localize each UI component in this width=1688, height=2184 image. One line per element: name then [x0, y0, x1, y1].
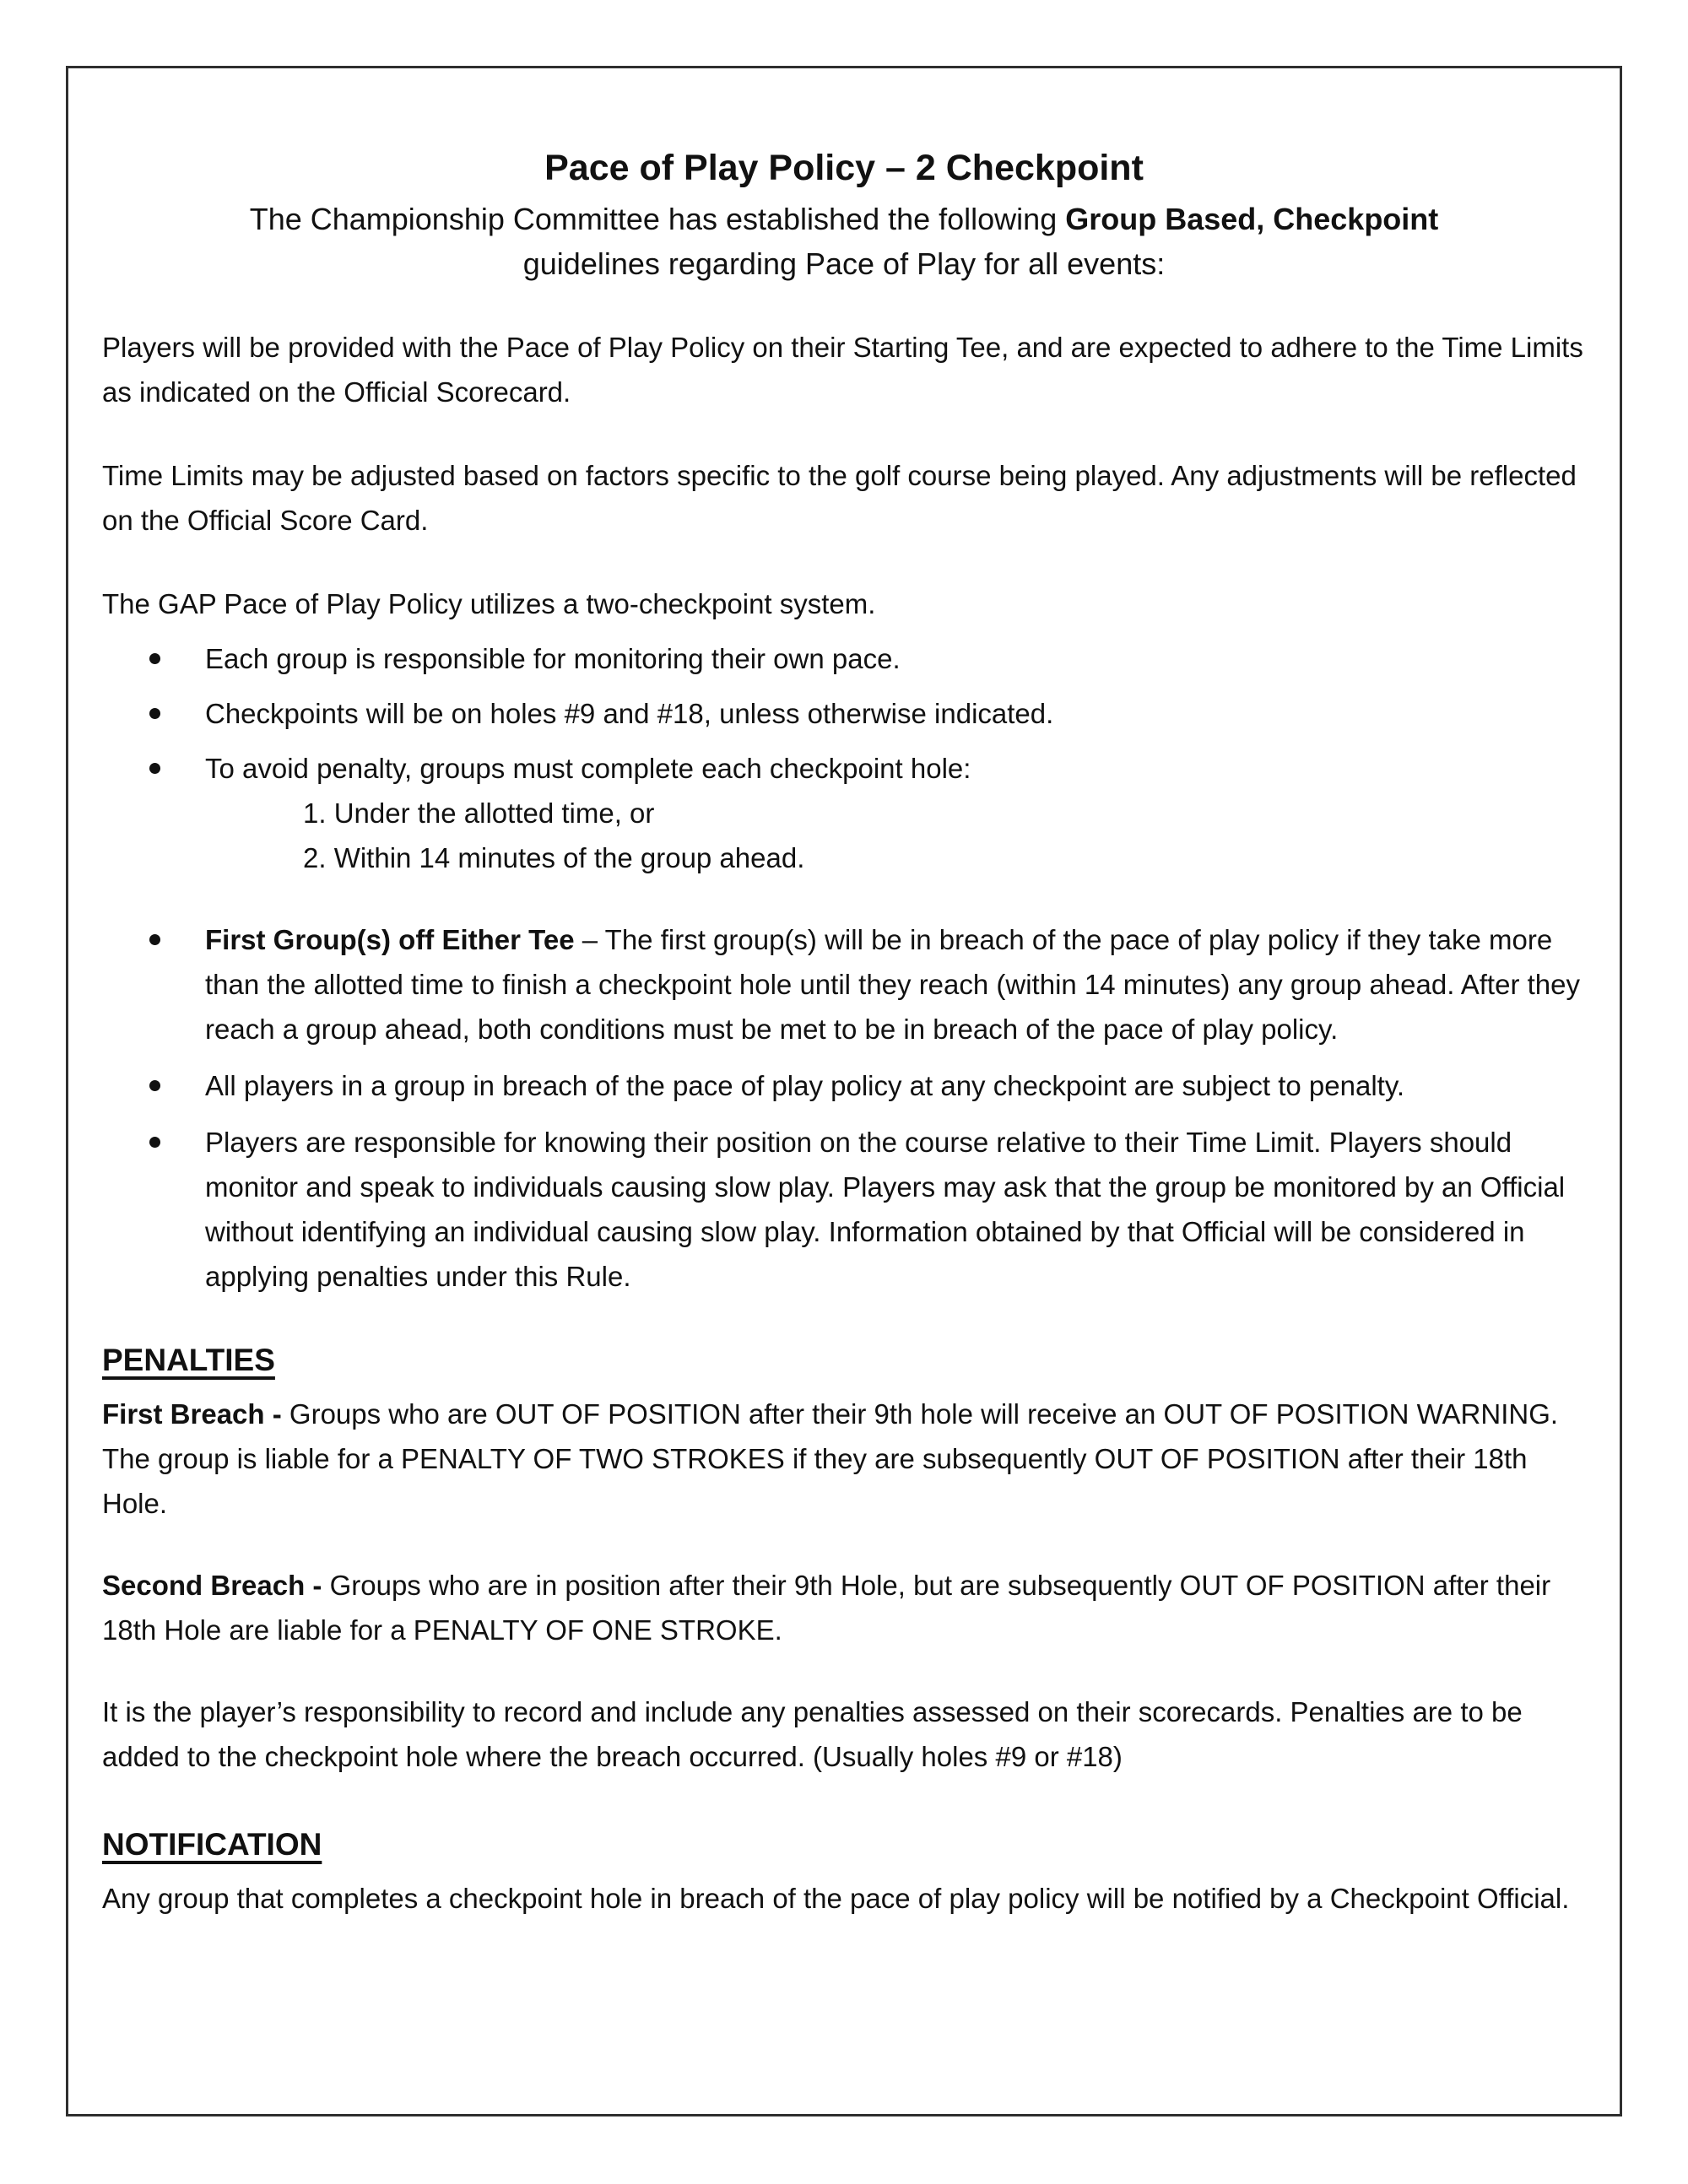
second-breach-label: Second Breach -	[102, 1570, 330, 1601]
subtitle-line-2: guidelines regarding Pace of Play for all events:	[522, 246, 1166, 281]
bullet-avoid-penalty: To avoid penalty, groups must complete each checkpoint hole:	[102, 746, 1586, 791]
notification-heading: NOTIFICATION	[102, 1827, 322, 1862]
subtitle-line-1-bold: Group Based, Checkpoint	[1065, 202, 1439, 236]
bullet-first-groups-lead: First Group(s) off Either Tee	[205, 924, 575, 955]
bullet-first-groups-off-tee	[102, 917, 1586, 1051]
paragraph-two-checkpoint-system: The GAP Pace of Play Policy utilizes a two-checkpoint system.	[102, 588, 876, 619]
paragraph-scorecard-responsibility: It is the player’s responsibility to record and include any penalties assessed on their scorecards. Penalties are to be added to the checkpoint hole where the breach occurred. (Usually holes #9 or #18)	[102, 1696, 1523, 1772]
bullet-own-pace: Each group is responsible for monitoring their own pace.	[102, 636, 1586, 681]
bullet-first-groups-text: – The first group(s) will be in breach of the pace of play policy if they take more than the allotted time to finish a checkpoint hole until they reach (within 14 minutes) any group ahead. After they reach a group ahead, both conditions must be met to be in breach of the pace of play policy.	[205, 924, 1580, 1045]
first-breach-label: First Breach -	[102, 1398, 289, 1430]
paragraph-second-breach	[102, 1563, 1586, 1652]
condition-within-14-minutes: 2. Within 14 minutes of the group ahead.	[303, 842, 805, 873]
document-border-frame	[66, 66, 1622, 2116]
paragraph-notification: Any group that completes a checkpoint hole in breach of the pace of play policy will be notified by a Checkpoint Official.	[102, 1883, 1570, 1914]
bullet-all-players-penalty: All players in a group in breach of the pace of play policy at any checkpoint are subject to penalty.	[102, 1063, 1586, 1108]
paragraph-first-breach	[102, 1392, 1586, 1526]
penalties-heading: PENALTIES	[102, 1343, 275, 1377]
condition-under-allotted-time: 1. Under the allotted time, or	[303, 797, 655, 829]
document-title: Pace of Play Policy – 2 Checkpoint	[544, 148, 1144, 188]
paragraph-starting-tee: Players will be provided with the Pace of Play Policy on their Starting Tee, and are expected to adhere to the Time Limits as indicated on the Official Scorecard.	[102, 332, 1583, 408]
bullet-checkpoint-holes: Checkpoints will be on holes #9 and #18, unless otherwise indicated.	[102, 691, 1586, 736]
checkpoint-conditions-list	[102, 791, 1586, 880]
checkpoint-bullet-list	[102, 636, 1586, 791]
bullet-players-responsible: Players are responsible for knowing their position on the course relative to their Time Limit. Players should monitor and speak to individuals causing slow play. Players may ask that the group be monitored by an Official without identifying an individual causing slow play. Information obtained by that Official will be considered in applying penalties under this Rule.	[102, 1120, 1586, 1299]
paragraph-time-limits: Time Limits may be adjusted based on factors specific to the golf course being played. Any adjustments will be reflected on the Official Score Card.	[102, 460, 1577, 536]
second-breach-text: Groups who are in position after their 9th Hole, but are subsequently OUT OF POSITION after their 18th Hole are liable for a PENALTY OF ONE STROKE.	[102, 1570, 1551, 1646]
first-breach-text: Groups who are OUT OF POSITION after their 9th hole will receive an OUT OF POSITION WARNING. The group is liable for a PENALTY OF TWO STROKES if they are subsequently OUT OF POSITION after their 18th Hole.	[102, 1398, 1559, 1519]
subtitle-line-1-regular: The Championship Committee has established the following	[249, 202, 1066, 236]
policy-bullet-list	[102, 917, 1586, 1299]
subtitle-line-1	[102, 197, 1586, 241]
document-subtitle	[102, 197, 1586, 286]
